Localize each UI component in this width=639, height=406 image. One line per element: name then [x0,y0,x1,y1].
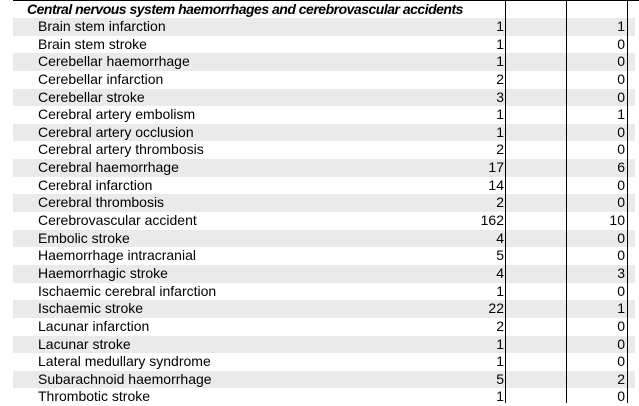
table-row [13,300,635,318]
row-value-col1: 1 [496,106,504,123]
row-value-col1: 1 [496,123,504,140]
table-row [13,141,635,159]
row-term: Cerebellar infarction [38,70,164,87]
row-value-col2: 0 [617,194,625,211]
row-term: Ischaemic stroke [38,300,144,317]
row-value-col1: 1 [496,53,504,70]
row-value-col1: 22 [488,300,504,317]
row-term: Cerebral artery embolism [38,106,196,123]
table-row [13,36,635,54]
row-value-col1: 1 [496,18,504,34]
row-value-col2: 0 [617,282,625,299]
row-value-col2: 0 [617,88,625,105]
row-value-col1: 1 [496,35,504,52]
row-term: Cerebral haemorrhage [38,159,179,176]
table-row [13,230,635,248]
row-value-col1: 17 [488,159,504,176]
row-term: Ischaemic cerebral infarction [38,282,217,299]
table-row [13,265,635,283]
row-value-col2: 0 [617,123,625,140]
column-divider-3 [627,0,628,403]
row-value-col2: 0 [617,317,625,334]
table-row [13,106,635,124]
row-term: Lacunar infarction [38,317,150,334]
row-term: Lacunar stroke [38,335,131,352]
row-term: Cerebellar haemorrhage [38,53,190,70]
adverse-events-table [13,0,635,406]
row-term: Haemorrhagic stroke [38,264,168,281]
table-row [13,159,635,177]
row-value-col2: 6 [617,159,625,176]
table-row [13,89,635,107]
row-term: Cerebrovascular accident [38,212,197,229]
row-value-col2: 1 [617,300,625,317]
table-row [13,336,635,354]
table-row [13,194,635,212]
row-value-col2: 3 [617,264,625,281]
row-value-col1: 1 [496,353,504,370]
column-divider-2 [566,0,567,403]
row-value-col1: 4 [496,229,504,246]
row-value-col1: 14 [488,176,504,193]
table-row [13,388,635,406]
table-row [13,371,635,389]
table-row [13,124,635,142]
table-row [13,283,635,301]
section-header-row [13,0,635,18]
row-value-col1: 2 [496,317,504,334]
row-value-col1: 2 [496,141,504,158]
row-value-col2: 0 [617,70,625,87]
section-title: Central nervous system haemorrhages and cerebrovascular accidents [27,1,463,17]
row-value-col2: 1 [617,106,625,123]
table-body [13,18,635,406]
row-value-col1: 3 [496,88,504,105]
row-value-col2: 0 [617,35,625,52]
table-top-border [13,0,639,1]
table-row [13,71,635,89]
row-term: Subarachnoid haemorrhage [38,370,212,387]
table-row [13,353,635,371]
row-value-col1: 5 [496,370,504,387]
row-value-col2: 1 [617,18,625,34]
row-term: Brain stem infarction [38,18,166,34]
row-value-col1: 1 [496,335,504,352]
row-value-col2: 0 [617,388,625,405]
row-term: Cerebral artery occlusion [38,123,194,140]
row-value-col2: 2 [617,370,625,387]
row-value-col1: 2 [496,70,504,87]
row-term: Haemorrhage intracranial [38,247,196,264]
row-term: Thrombotic stroke [38,388,151,405]
row-term: Cerebral infarction [38,176,153,193]
row-value-col2: 0 [617,176,625,193]
row-term: Cerebral artery thrombosis [38,141,204,158]
table-row [13,53,635,71]
row-term: Cerebellar stroke [38,88,145,105]
row-value-col1: 5 [496,247,504,264]
row-value-col1: 4 [496,264,504,281]
row-value-col1: 1 [496,282,504,299]
row-value-col2: 10 [609,212,625,229]
row-term: Lateral medullary syndrome [38,353,211,370]
row-term: Brain stem stroke [38,35,147,52]
row-value-col2: 0 [617,53,625,70]
row-value-col2: 0 [617,247,625,264]
row-value-col1: 1 [496,388,504,405]
table-row [13,247,635,265]
column-divider-1 [505,0,506,403]
row-term: Cerebral thrombosis [38,194,165,211]
row-value-col2: 0 [617,141,625,158]
row-value-col1: 2 [496,194,504,211]
row-value-col2: 0 [617,335,625,352]
table-row [13,212,635,230]
row-value-col1: 162 [480,212,504,229]
row-term: Embolic stroke [38,229,130,246]
table-row [13,18,635,36]
table-row [13,318,635,336]
table-row [13,177,635,195]
row-value-col2: 0 [617,353,625,370]
row-value-col2: 0 [617,229,625,246]
